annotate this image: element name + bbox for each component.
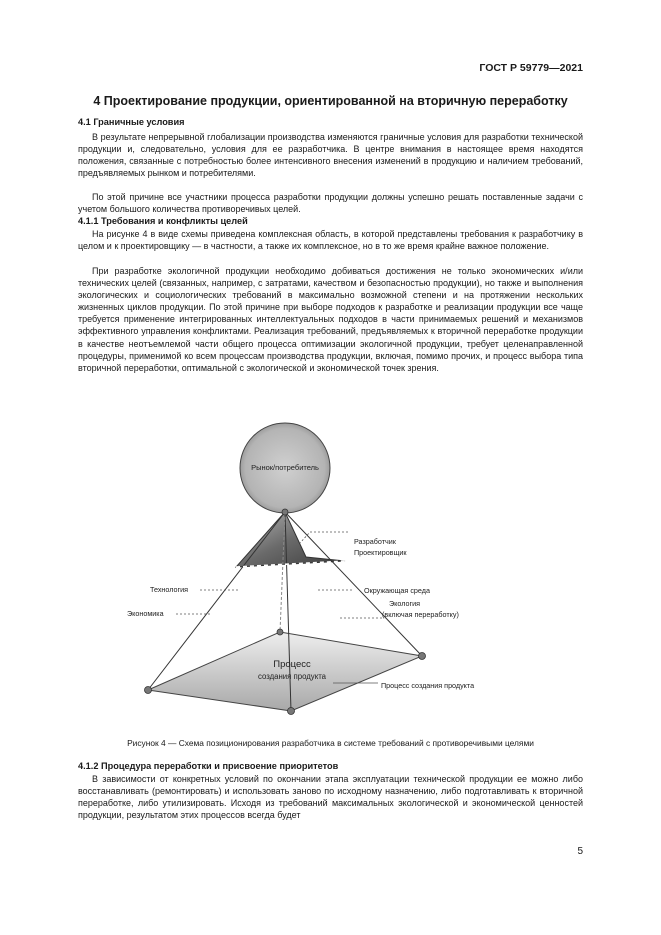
label-ecology: Экология bbox=[389, 599, 421, 608]
standard-header: ГОСТ Р 59779—2021 bbox=[479, 62, 583, 74]
label-technology: Технология bbox=[150, 585, 189, 594]
paragraph: По этой причине все участники процесса разработки продукции должны успешно решать поставленные задачи с учетом большого количества противоречивых целей. bbox=[78, 192, 583, 215]
label-ecology-note: (включая переработку) bbox=[382, 610, 459, 619]
label-economics: Экономика bbox=[127, 609, 164, 618]
label-environment: Окружающая среда bbox=[364, 586, 430, 595]
paragraph: В результате непрерывной глобализации производства изменяются граничные условия для разработки технической продукции и, следовательно, условия для ее разработчика. В центре внимания в настоящее время находятся положения, связанные с потребностью более интенсивного внесения изменений в продукцию и наличием требований, предъявляемых рынком и потребителями. bbox=[78, 132, 583, 179]
process-center-line1: Процесс bbox=[273, 659, 311, 670]
requirements-pyramid-figure bbox=[0, 410, 661, 735]
subsection-title-4-1-1: 4.1.1 Требования и конфликты целей bbox=[78, 216, 248, 226]
subsection-title-4-1-2: 4.1.2 Процедура переработки и присвоение приоритетов bbox=[78, 761, 339, 771]
subsection-title-4-1: 4.1 Граничные условия bbox=[78, 117, 185, 127]
process-center-line2: создания продукта bbox=[257, 672, 327, 681]
page-number: 5 bbox=[577, 846, 583, 857]
label-process: Процесс создания продукта bbox=[381, 681, 475, 690]
pyramid-top bbox=[236, 512, 345, 567]
paragraph: При разработке экологичной продукции необходимо добиваться достижения не только экономических и/или технических целей (связанных, например, с затратами, качеством и безопасностью продукции), но также и выполнения экологических и социологических требований в максимально возможной степени и на протяжении нескольких жизненных циклов продукции. По этой причине при выборе подходов к разработке и реализации продукции все чаще требуется применение интегрированных интеллектуальных подходов в части принимаемых решений и механизмов эффективного управления конфликтами. Реализация требований, предъявляемых к вторичной переработке продукции в качестве неотъемлемой части общего процесса оптимизации экологичной продукции, требует целенаправленной процедуры, применимой ко всем процессам производства продукции, включая, помимо прочих, и процесс выбора типа вторичной переработки, оптимальной с экологической и экономической точек зрения. bbox=[78, 266, 583, 373]
paragraph: На рисунке 4 в виде схемы приведена комплексная область, в которой представлены требования к разработчику в целом и к проектировщику — в частности, а также их комплексное, но в то же время крайне важное положение. bbox=[78, 229, 583, 252]
figure-caption: Рисунок 4 — Схема позиционирования разработчика в системе требований с противоречивыми целями bbox=[127, 738, 534, 748]
label-designer: Проектировщик bbox=[354, 548, 407, 557]
paragraph: В зависимости от конкретных условий по окончании этапа эксплуатации технической продукции ее можно либо восстанавливать (ремонтировать) и использовать заново по исходному назначению, либо подготавливать к вторичной переработке, либо утилизировать. Исходя из требований максимальных экологической и экономической ценностей продукции, результатом этих процессов всегда будет bbox=[78, 774, 583, 821]
label-developer: Разработчик bbox=[354, 537, 396, 546]
circle-label: Рынок/потребитель bbox=[251, 463, 319, 472]
section-title: 4 Проектирование продукции, ориентированной на вторичную переработку bbox=[93, 94, 568, 108]
market-circle bbox=[240, 423, 330, 513]
